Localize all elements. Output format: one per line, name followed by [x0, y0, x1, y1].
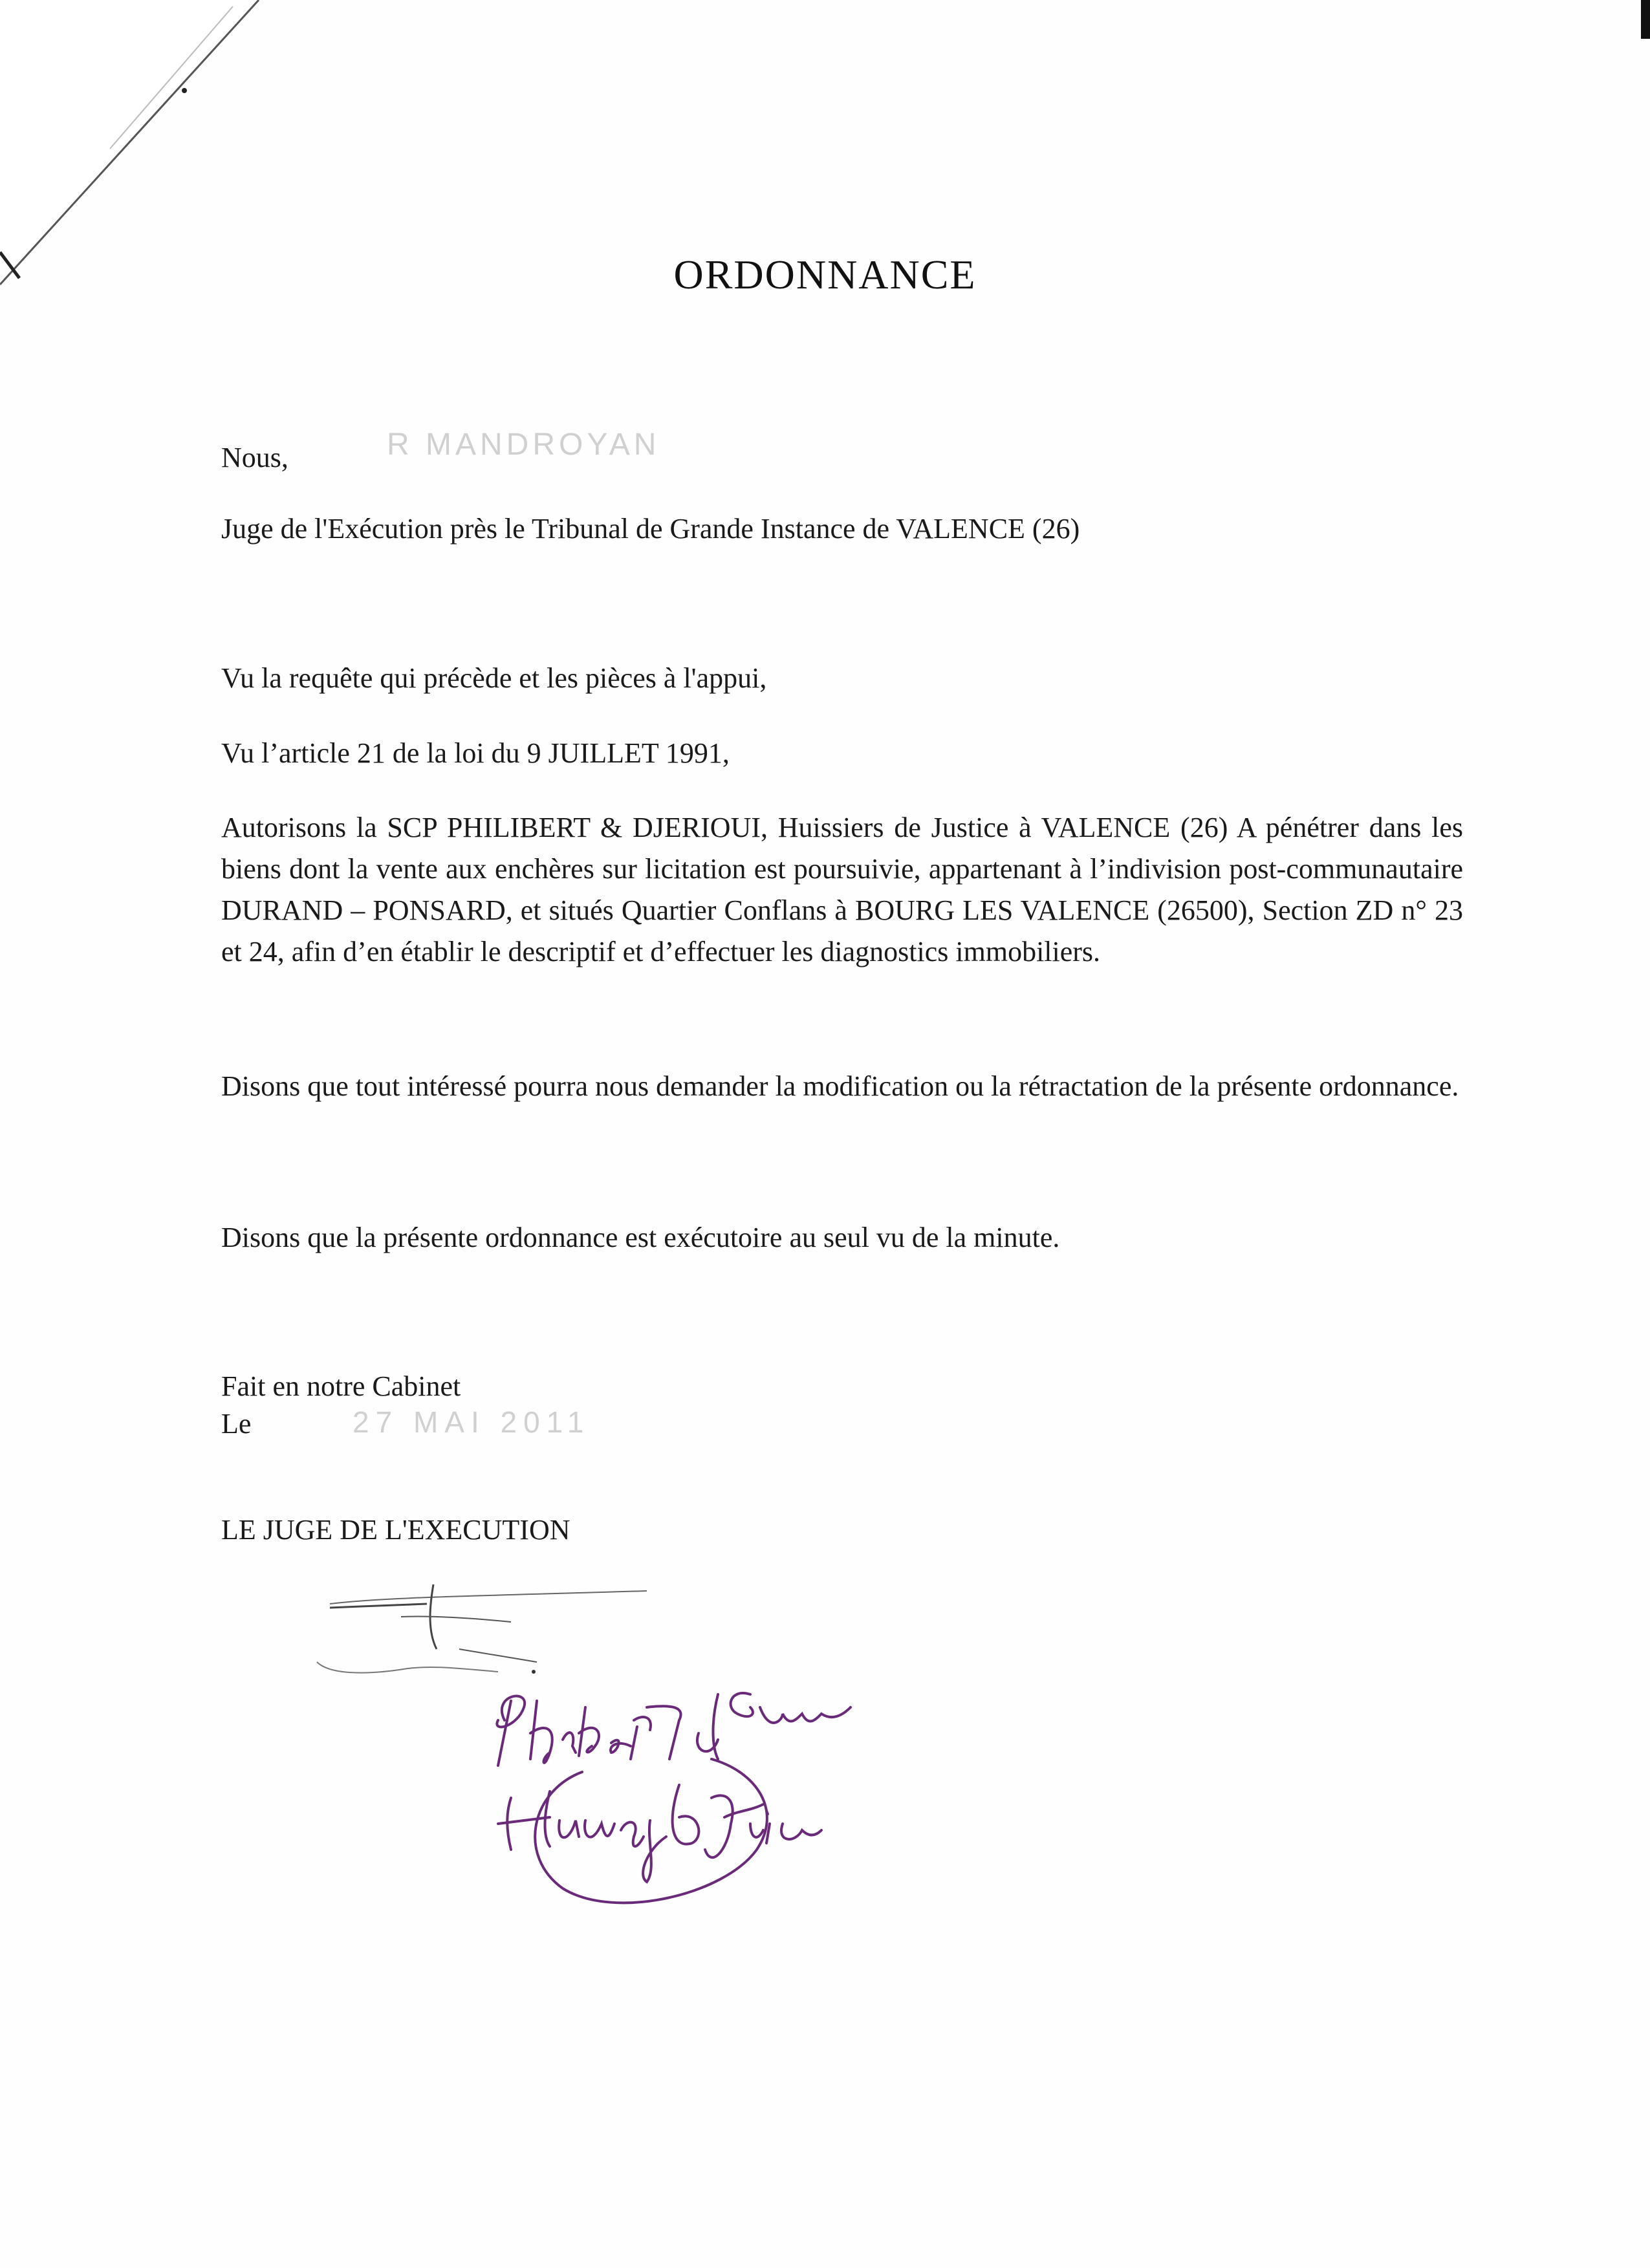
fait-en-cabinet: Fait en notre Cabinet: [221, 1370, 461, 1402]
disons-modification-paragraph: Disons que tout intéressé pourra nous demander la modification ou la rétractation de la présente ordonnance.: [221, 1070, 1459, 1102]
le-label: Le: [221, 1408, 252, 1440]
juge-execution-title: LE JUGE DE L'EXECUTION: [221, 1514, 570, 1546]
document-title: ORDONNANCE: [673, 252, 977, 297]
judge-line: Juge de l'Exécution près le Tribunal de Grande Instance de VALENCE (26): [221, 513, 1080, 545]
disons-executoire-paragraph: Disons que la présente ordonnance est exécutoire au seul vu de la minute.: [221, 1222, 1060, 1253]
nous-label: Nous,: [221, 442, 288, 473]
vu-requete: Vu la requête qui précède et les pièces à l'appui,: [221, 662, 767, 694]
date-stamp: 27 MAI 2011: [353, 1405, 591, 1439]
judge-name-stamp: R MANDROYAN: [387, 427, 660, 462]
judge-signature: [304, 1578, 666, 1688]
autorisons-paragraph: Autorisons la SCP PHILIBERT & DJERIOUI, Huissiers de Justice à VALENCE (26) A pénétrer dans les biens dont la vente aux enchères sur licitation est poursuivie, appartenant à l’indivision post-communautaire DURAND – PONSARD, et situés Quartier Conflans à BOURG LES VALENCE (26500), Section ZD n° 23 et 24, afin d’en établir le descriptif et d’effectuer les diagnostics immobiliers.: [221, 812, 1463, 967]
vu-article: Vu l’article 21 de la loi du 9 JUILLET 1991,: [221, 737, 730, 769]
bailiff-signature: [479, 1681, 906, 1914]
scan-edge-mark: [1641, 0, 1650, 39]
